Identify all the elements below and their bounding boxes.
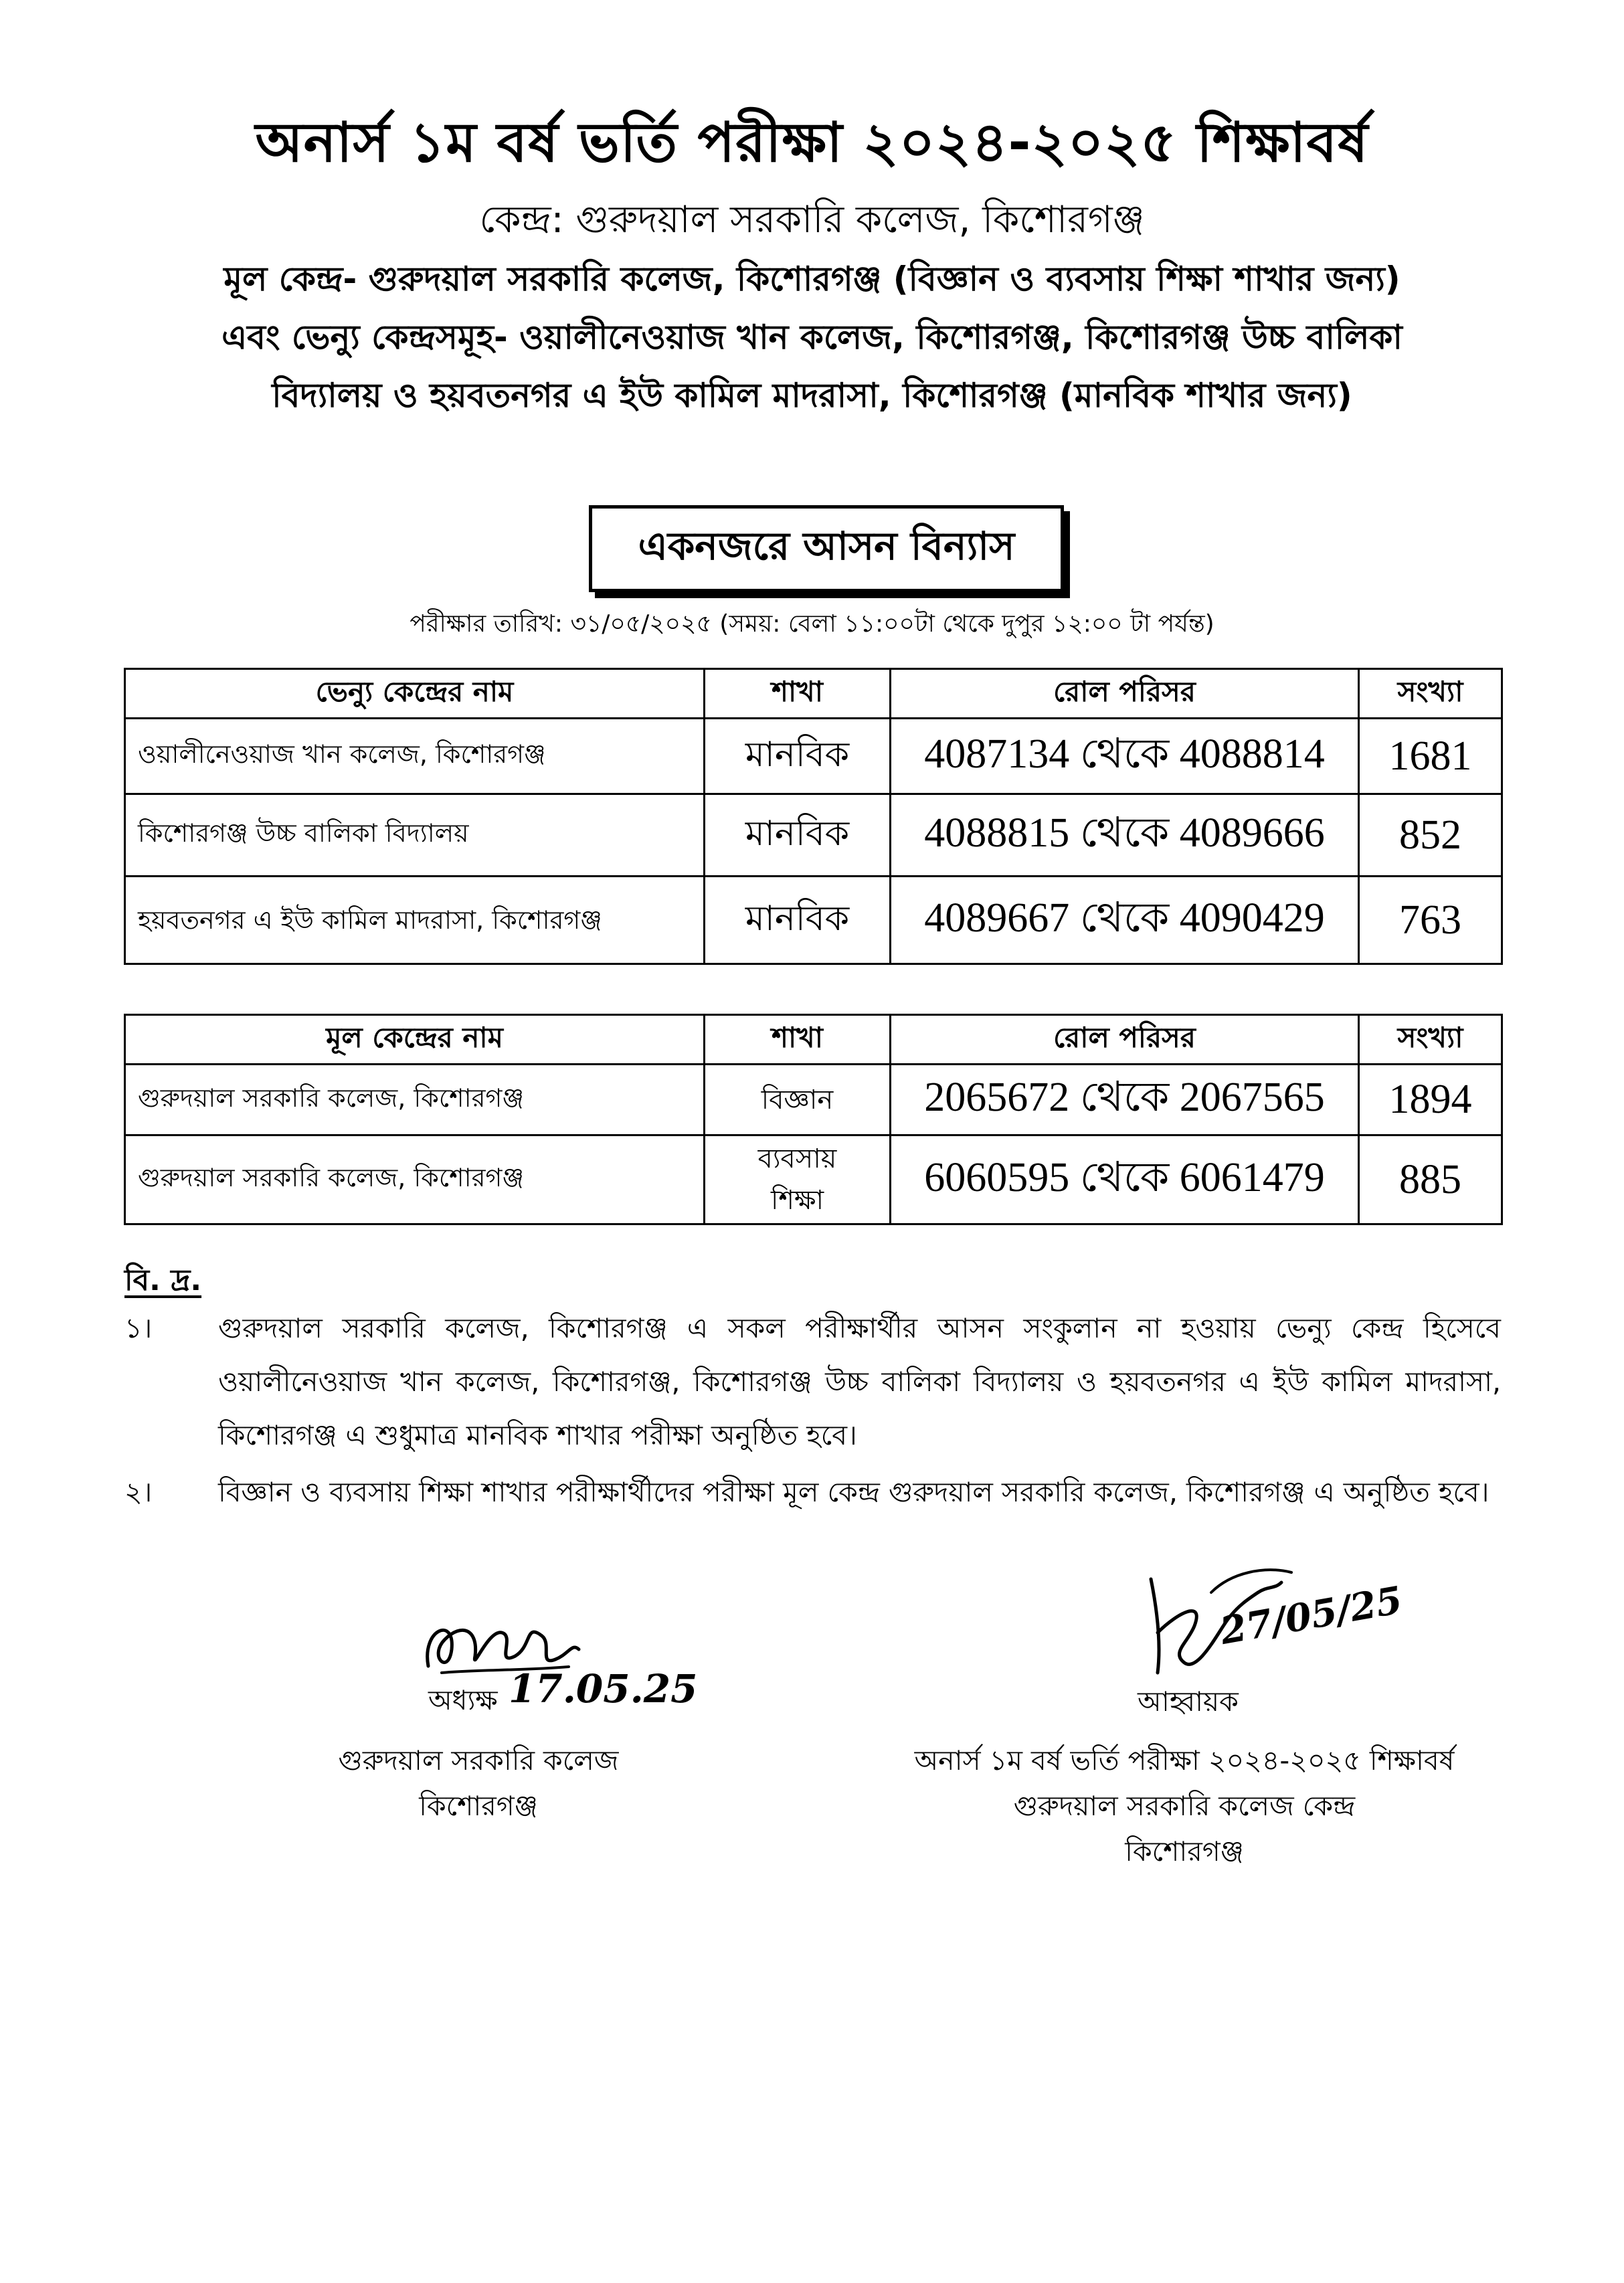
main-center-table bbox=[124, 1014, 1503, 1225]
principal-organization: গুরুদয়াল সরকারি কলেজ bbox=[338, 1744, 619, 1776]
seat-plan-section-title: একনজরে আসন বিন্যাস bbox=[589, 505, 1064, 592]
notes-heading: বি. দ্র. bbox=[124, 1263, 202, 1297]
table-row bbox=[125, 877, 1502, 964]
column-header-main-center-name: মূল কেন্দ্রের নাম bbox=[125, 1015, 705, 1065]
note-text: গুরুদয়াল সরকারি কলেজ, কিশোরগঞ্জ এ সকল পরীক্ষার্থীর আসন সংকুলান না হওয়ায় ভেন্যু কেন্দ্র হিসেবে ওয়ালীনেওয়াজ খান কলেজ, কিশোরগঞ্জ, কিশোরগঞ্জ উচ্চ বালিকা বিদ্যালয় ও হয়বতনগর এ ইউ কামিল মাদরাসা, কিশোরগঞ্জ এ শুধুমাত্র মানবিক শাখার পরীক্ষা অনুষ্ঠিত হবে। bbox=[218, 1312, 1501, 1451]
count-cell: 1894 bbox=[1359, 1065, 1502, 1135]
roll-range-cell: 6060595 থেকে 6061479 bbox=[891, 1135, 1359, 1224]
note-number: ২। bbox=[124, 1476, 153, 1508]
column-header-venue-name: ভেন্যু কেন্দ্রের নাম bbox=[125, 669, 705, 719]
branch-cell: মানবিক bbox=[705, 719, 891, 794]
center-info-line-2: এবং ভেন্যু কেন্দ্রসমূহ- ওয়ালীনেওয়াজ খান কলেজ, কিশোরগঞ্জ, কিশোরগঞ্জ উচ্চ বালিকা bbox=[221, 318, 1403, 357]
table-row bbox=[125, 1135, 1502, 1224]
column-header-roll-range: রোল পরিসর bbox=[891, 1015, 1359, 1065]
venue-name-cell: হয়বতনগর এ ইউ কামিল মাদরাসা, কিশোরগঞ্জ bbox=[125, 877, 705, 964]
principal-location: কিশোরগঞ্জ bbox=[419, 1790, 538, 1822]
table-row bbox=[125, 794, 1502, 877]
roll-range-cell: 4088815 থেকে 4089666 bbox=[891, 794, 1359, 877]
roll-range-cell: 2065672 থেকে 2067565 bbox=[891, 1065, 1359, 1135]
principal-handwritten-date: 17.05.25 bbox=[509, 1666, 698, 1712]
convener-committee: অনার্স ১ম বর্ষ ভর্তি পরীক্ষা ২০২৪-২০২৫ শিক্ষাবর্ষ bbox=[914, 1744, 1455, 1776]
count-cell: 1681 bbox=[1359, 719, 1502, 794]
center-info-line-1: মূল কেন্দ্র- গুরুদয়াল সরকারি কলেজ, কিশোরগঞ্জ (বিজ্ঞান ও ব্যবসায় শিক্ষা শাখার জন্য) bbox=[223, 260, 1401, 298]
convener-center: গুরুদয়াল সরকারি কলেজ কেন্দ্র bbox=[1013, 1790, 1356, 1822]
column-header-branch: শাখা bbox=[705, 669, 891, 719]
venue-center-table bbox=[124, 668, 1503, 965]
note-number: ১। bbox=[124, 1312, 153, 1344]
column-header-branch: শাখা bbox=[705, 1015, 891, 1065]
count-cell: 885 bbox=[1359, 1135, 1502, 1224]
center-name-cell: গুরুদয়াল সরকারি কলেজ, কিশোরগঞ্জ bbox=[125, 1135, 705, 1224]
note-text: বিজ্ঞান ও ব্যবসায় শিক্ষা শাখার পরীক্ষার্থীদের পরীক্ষা মূল কেন্দ্র গুরুদয়াল সরকারি কলেজ, কিশোরগঞ্জ এ অনুষ্ঠিত হবে। bbox=[218, 1476, 1490, 1508]
table-header-row bbox=[125, 1015, 1502, 1065]
table-row bbox=[125, 1065, 1502, 1135]
roll-range-cell: 4087134 থেকে 4088814 bbox=[891, 719, 1359, 794]
branch-cell: মানবিক bbox=[705, 794, 891, 877]
table-row bbox=[125, 719, 1502, 794]
count-cell: 763 bbox=[1359, 877, 1502, 964]
table-header-row bbox=[125, 669, 1502, 719]
convener-location: কিশোরগঞ্জ bbox=[1125, 1835, 1244, 1867]
count-cell: 852 bbox=[1359, 794, 1502, 877]
center-name-cell: গুরুদয়াল সরকারি কলেজ, কিশোরগঞ্জ bbox=[125, 1065, 705, 1135]
venue-name-cell: কিশোরগঞ্জ উচ্চ বালিকা বিদ্যালয় bbox=[125, 794, 705, 877]
note-item bbox=[124, 1301, 1501, 1462]
roll-range-cell: 4089667 থেকে 4090429 bbox=[891, 877, 1359, 964]
exam-date-line: পরীক্ষার তারিখ: ৩১/০৫/২০২৫ (সময়: বেলা ১১:০০টা থেকে দুপুর ১২:০০ টা পর্যন্ত) bbox=[410, 610, 1214, 638]
convener-handwritten-date: 27/05/25 bbox=[1216, 1578, 1406, 1653]
column-header-count: সংখ্যা bbox=[1359, 669, 1502, 719]
center-info-line-3: বিদ্যালয় ও হয়বতনগর এ ইউ কামিল মাদরাসা, কিশোরগঞ্জ (মানবিক শাখার জন্য) bbox=[272, 376, 1352, 415]
branch-cell: ব্যবসায় শিক্ষা bbox=[705, 1135, 891, 1224]
venue-name-cell: ওয়ালীনেওয়াজ খান কলেজ, কিশোরগঞ্জ bbox=[125, 719, 705, 794]
branch-cell: মানবিক bbox=[705, 877, 891, 964]
exam-center-line: কেন্দ্র: গুরুদয়াল সরকারি কলেজ, কিশোরগঞ্জ bbox=[479, 198, 1145, 242]
column-header-roll-range: রোল পরিসর bbox=[891, 669, 1359, 719]
convener-title: আহ্বায়ক bbox=[1138, 1685, 1239, 1718]
note-item bbox=[124, 1465, 1501, 1519]
branch-cell: বিজ্ঞান bbox=[705, 1065, 891, 1135]
principal-title: অধ্যক্ষ bbox=[428, 1684, 498, 1716]
column-header-count: সংখ্যা bbox=[1359, 1015, 1502, 1065]
document-title: অনার্স ১ম বর্ষ ভর্তি পরীক্ষা ২০২৪-২০২৫ শিক্ষাবর্ষ bbox=[255, 111, 1369, 175]
